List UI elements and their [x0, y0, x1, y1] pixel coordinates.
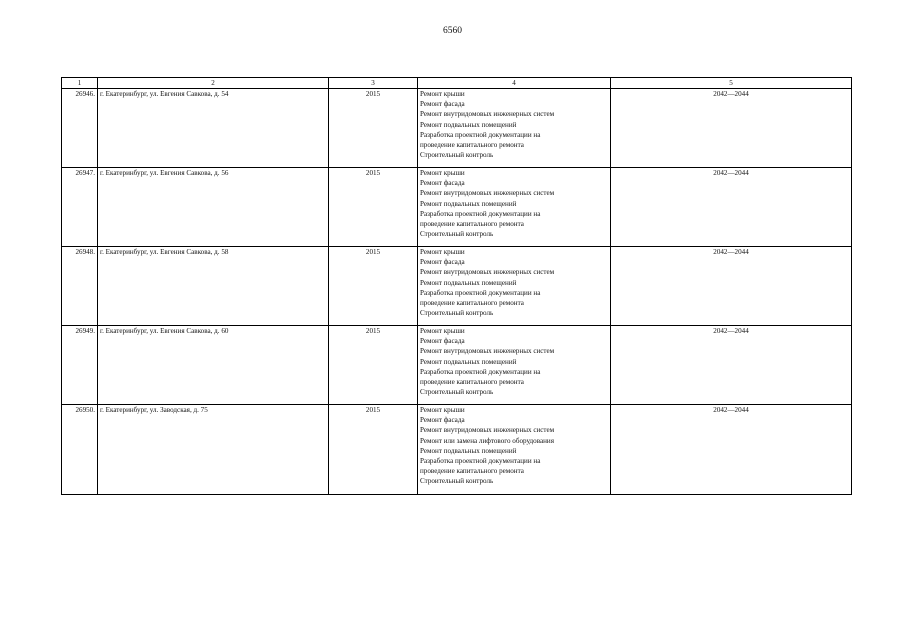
work-item: Ремонт внутридомовых инженерных систем [420, 268, 555, 277]
work-item: проведение капитального ремонта [420, 467, 524, 476]
year-cell: 2015 [329, 326, 418, 405]
work-item: Строительный контроль [420, 151, 494, 160]
work-item: Ремонт внутридомовых инженерных систем [420, 347, 555, 356]
work-item: проведение капитального ремонта [420, 299, 524, 308]
column-header-2: 2 [98, 78, 329, 89]
column-header-4: 4 [418, 78, 611, 89]
work-item: Ремонт подвальных помещений [420, 120, 517, 129]
column-header-5: 5 [611, 78, 852, 89]
column-number-row [62, 78, 852, 89]
works-cell [418, 89, 611, 168]
work-item: Строительный контроль [420, 477, 494, 486]
column-header-1: 1 [62, 78, 98, 89]
work-item: Ремонт внутридомовых инженерных систем [420, 189, 555, 198]
row-number-cell: 26948. [62, 247, 98, 326]
work-item: Строительный контроль [420, 388, 494, 397]
address-cell: г. Екатеринбург, ул. Заводская, д. 75 [98, 405, 329, 495]
period-cell: 2042—2044 [611, 247, 852, 326]
work-item: проведение капитального ремонта [420, 220, 524, 229]
address-cell: г. Екатеринбург, ул. Евгения Савкова, д. 60 [98, 326, 329, 405]
works-cell [418, 168, 611, 247]
address-cell: г. Екатеринбург, ул. Евгения Савкова, д. 54 [98, 89, 329, 168]
period-cell: 2042—2044 [611, 89, 852, 168]
table-row [62, 89, 852, 168]
work-item: Строительный контроль [420, 309, 494, 318]
works-cell [418, 247, 611, 326]
work-item: Ремонт подвальных помещений [420, 199, 517, 208]
period-cell: 2042—2044 [611, 405, 852, 495]
table-row [62, 247, 852, 326]
work-item: Ремонт фасада [420, 337, 465, 346]
work-item: Ремонт внутридомовых инженерных систем [420, 426, 555, 435]
work-item: Ремонт фасада [420, 416, 465, 425]
table-row [62, 405, 852, 495]
period-cell: 2042—2044 [611, 326, 852, 405]
row-number-cell: 26949. [62, 326, 98, 405]
row-number-cell: 26946. [62, 89, 98, 168]
period-cell: 2042—2044 [611, 168, 852, 247]
address-cell: г. Екатеринбург, ул. Евгения Савкова, д. 58 [98, 247, 329, 326]
work-item: Ремонт крыши [420, 406, 465, 414]
address-cell: г. Екатеринбург, ул. Евгения Савкова, д. 56 [98, 168, 329, 247]
work-item: Ремонт фасада [420, 100, 465, 109]
year-cell: 2015 [329, 89, 418, 168]
work-item: Ремонт крыши [420, 169, 465, 177]
column-header-3: 3 [329, 78, 418, 89]
year-cell: 2015 [329, 247, 418, 326]
year-cell: 2015 [329, 168, 418, 247]
work-item: Разработка проектной документации на [420, 209, 541, 218]
work-item: Строительный контроль [420, 230, 494, 239]
work-item: Ремонт внутридомовых инженерных систем [420, 110, 555, 119]
work-item: проведение капитального ремонта [420, 141, 524, 150]
repair-schedule-table [61, 77, 852, 495]
works-cell [418, 405, 611, 495]
work-item: Разработка проектной документации на [420, 288, 541, 297]
table-row [62, 168, 852, 247]
work-item: Ремонт фасада [420, 258, 465, 267]
work-item: Ремонт крыши [420, 327, 465, 335]
work-item: Ремонт крыши [420, 248, 465, 256]
work-item: Ремонт фасада [420, 179, 465, 188]
work-item: Ремонт подвальных помещений [420, 278, 517, 287]
work-item: Ремонт или замена лифтового оборудования [420, 436, 554, 445]
work-item: Ремонт подвальных помещений [420, 446, 517, 455]
works-cell [418, 326, 611, 405]
work-item: Разработка проектной документации на [420, 130, 541, 139]
work-item: Разработка проектной документации на [420, 457, 541, 466]
work-item: проведение капитального ремонта [420, 378, 524, 387]
year-cell: 2015 [329, 405, 418, 495]
row-number-cell: 26947. [62, 168, 98, 247]
page-number: 6560 [443, 26, 462, 36]
work-item: Разработка проектной документации на [420, 367, 541, 376]
work-item: Ремонт подвальных помещений [420, 357, 517, 366]
work-item: Ремонт крыши [420, 90, 465, 98]
row-number-cell: 26950. [62, 405, 98, 495]
table-row [62, 326, 852, 405]
